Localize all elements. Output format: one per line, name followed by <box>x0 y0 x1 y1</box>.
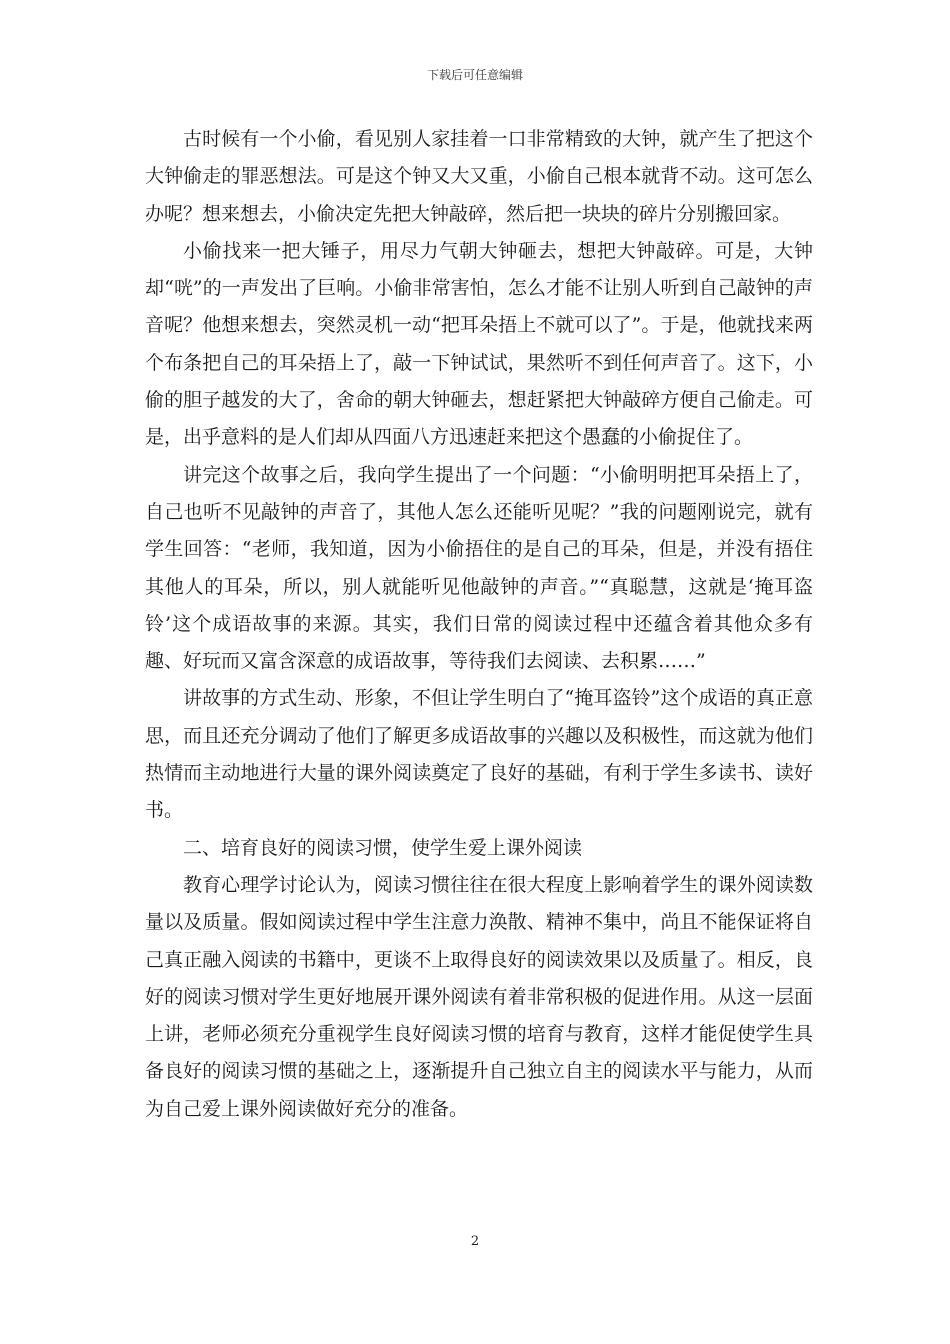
paragraph-reading-habits: 教育心理学讨论认为，阅读习惯往往在很大程度上影响着学生的课外阅读数量以及质量。假如阅读过程中学生注意力涣散、精神不集中，尚且不能保证将自己真正融入阅读的书籍中，更谈不上取得良好的阅读效果以及质量了。相反，良好的阅读习惯对学生更好地展开课外阅读有着非常积极的促进作用。从这一层面上讲，老师必须充分重视学生良好阅读习惯的培育与教育，这样才能促使学生具备良好的阅读习惯的基础之上，逐渐提升自己独立自主的阅读水平与能力，从而为自己爱上课外阅读做好充分的准备。 <box>145 873 813 1120</box>
paragraph-storytelling-effect: 讲故事的方式生动、形象，不但让学生明白了“掩耳盗铃”这个成语的真正意思，而且还充分调动了他们了解更多成语故事的兴趣以及积极性，而这就为他们热情而主动地进行大量的课外阅读奠定了良好的基础，有利于学生多读书、读好书。 <box>145 687 813 822</box>
document-body <box>145 121 813 1128</box>
paragraph-thief-story-intro: 古时候有一个小偷，看见别人家挂着一口非常精致的大钟，就产生了把这个大钟偷走的罪恶想法。可是这个钟又大又重，小偷自己根本就背不动。这可怎么办呢？想来想去，小偷决定先把大钟敲碎，然后把一块块的碎片分别搬回家。 <box>145 128 813 225</box>
paragraph-thief-story-body: 小偷找来一把大锤子，用尽力气朝大钟砸去，想把大钟敲碎。可是，大钟却“咣”的一声发出了巨响。小偷非常害怕，怎么才能不让别人听到自己敲钟的声音呢？他想来想去，突然灵机一动“把耳朵捂上不就可以了”。于是，他就找来两个布条把自己的耳朵捂上了，敲一下钟试试，果然听不到任何声音了。这下，小偷的胆子越发的大了，舍命的朝大钟砸去，想赶紧把大钟敲碎方便自己偷走。可是，出乎意料的是人们却从四面八方迅速赶来把这个愚蠢的小偷捉住了。 <box>145 239 813 449</box>
page-number: 2 <box>470 1234 480 1249</box>
paragraph-teacher-question: 讲完这个故事之后，我向学生提出了一个问题：“小偷明明把耳朵捂上了，自己也听不见敲钟的声音了，其他人怎么还能听见呢？”我的问题刚说完，就有学生回答：“老师，我知道，因为小偷捂住的是自己的耳朵，但是，并没有捂住其他人的耳朵，所以，别人就能听见他敲钟的声音。”“真聪慧，这就是‘掩耳盗铃’这个成语故事的来源。其实，我们日常的阅读过程中还蕴含着其他众多有趣、好玩而又富含深意的成语故事，等待我们去阅读、去积累……” <box>145 463 813 673</box>
page-header: 下载后可任意编辑 <box>426 68 523 82</box>
section-heading-reading-habits: 二、培育良好的阅读习惯，使学生爱上课外阅读 <box>183 836 583 859</box>
